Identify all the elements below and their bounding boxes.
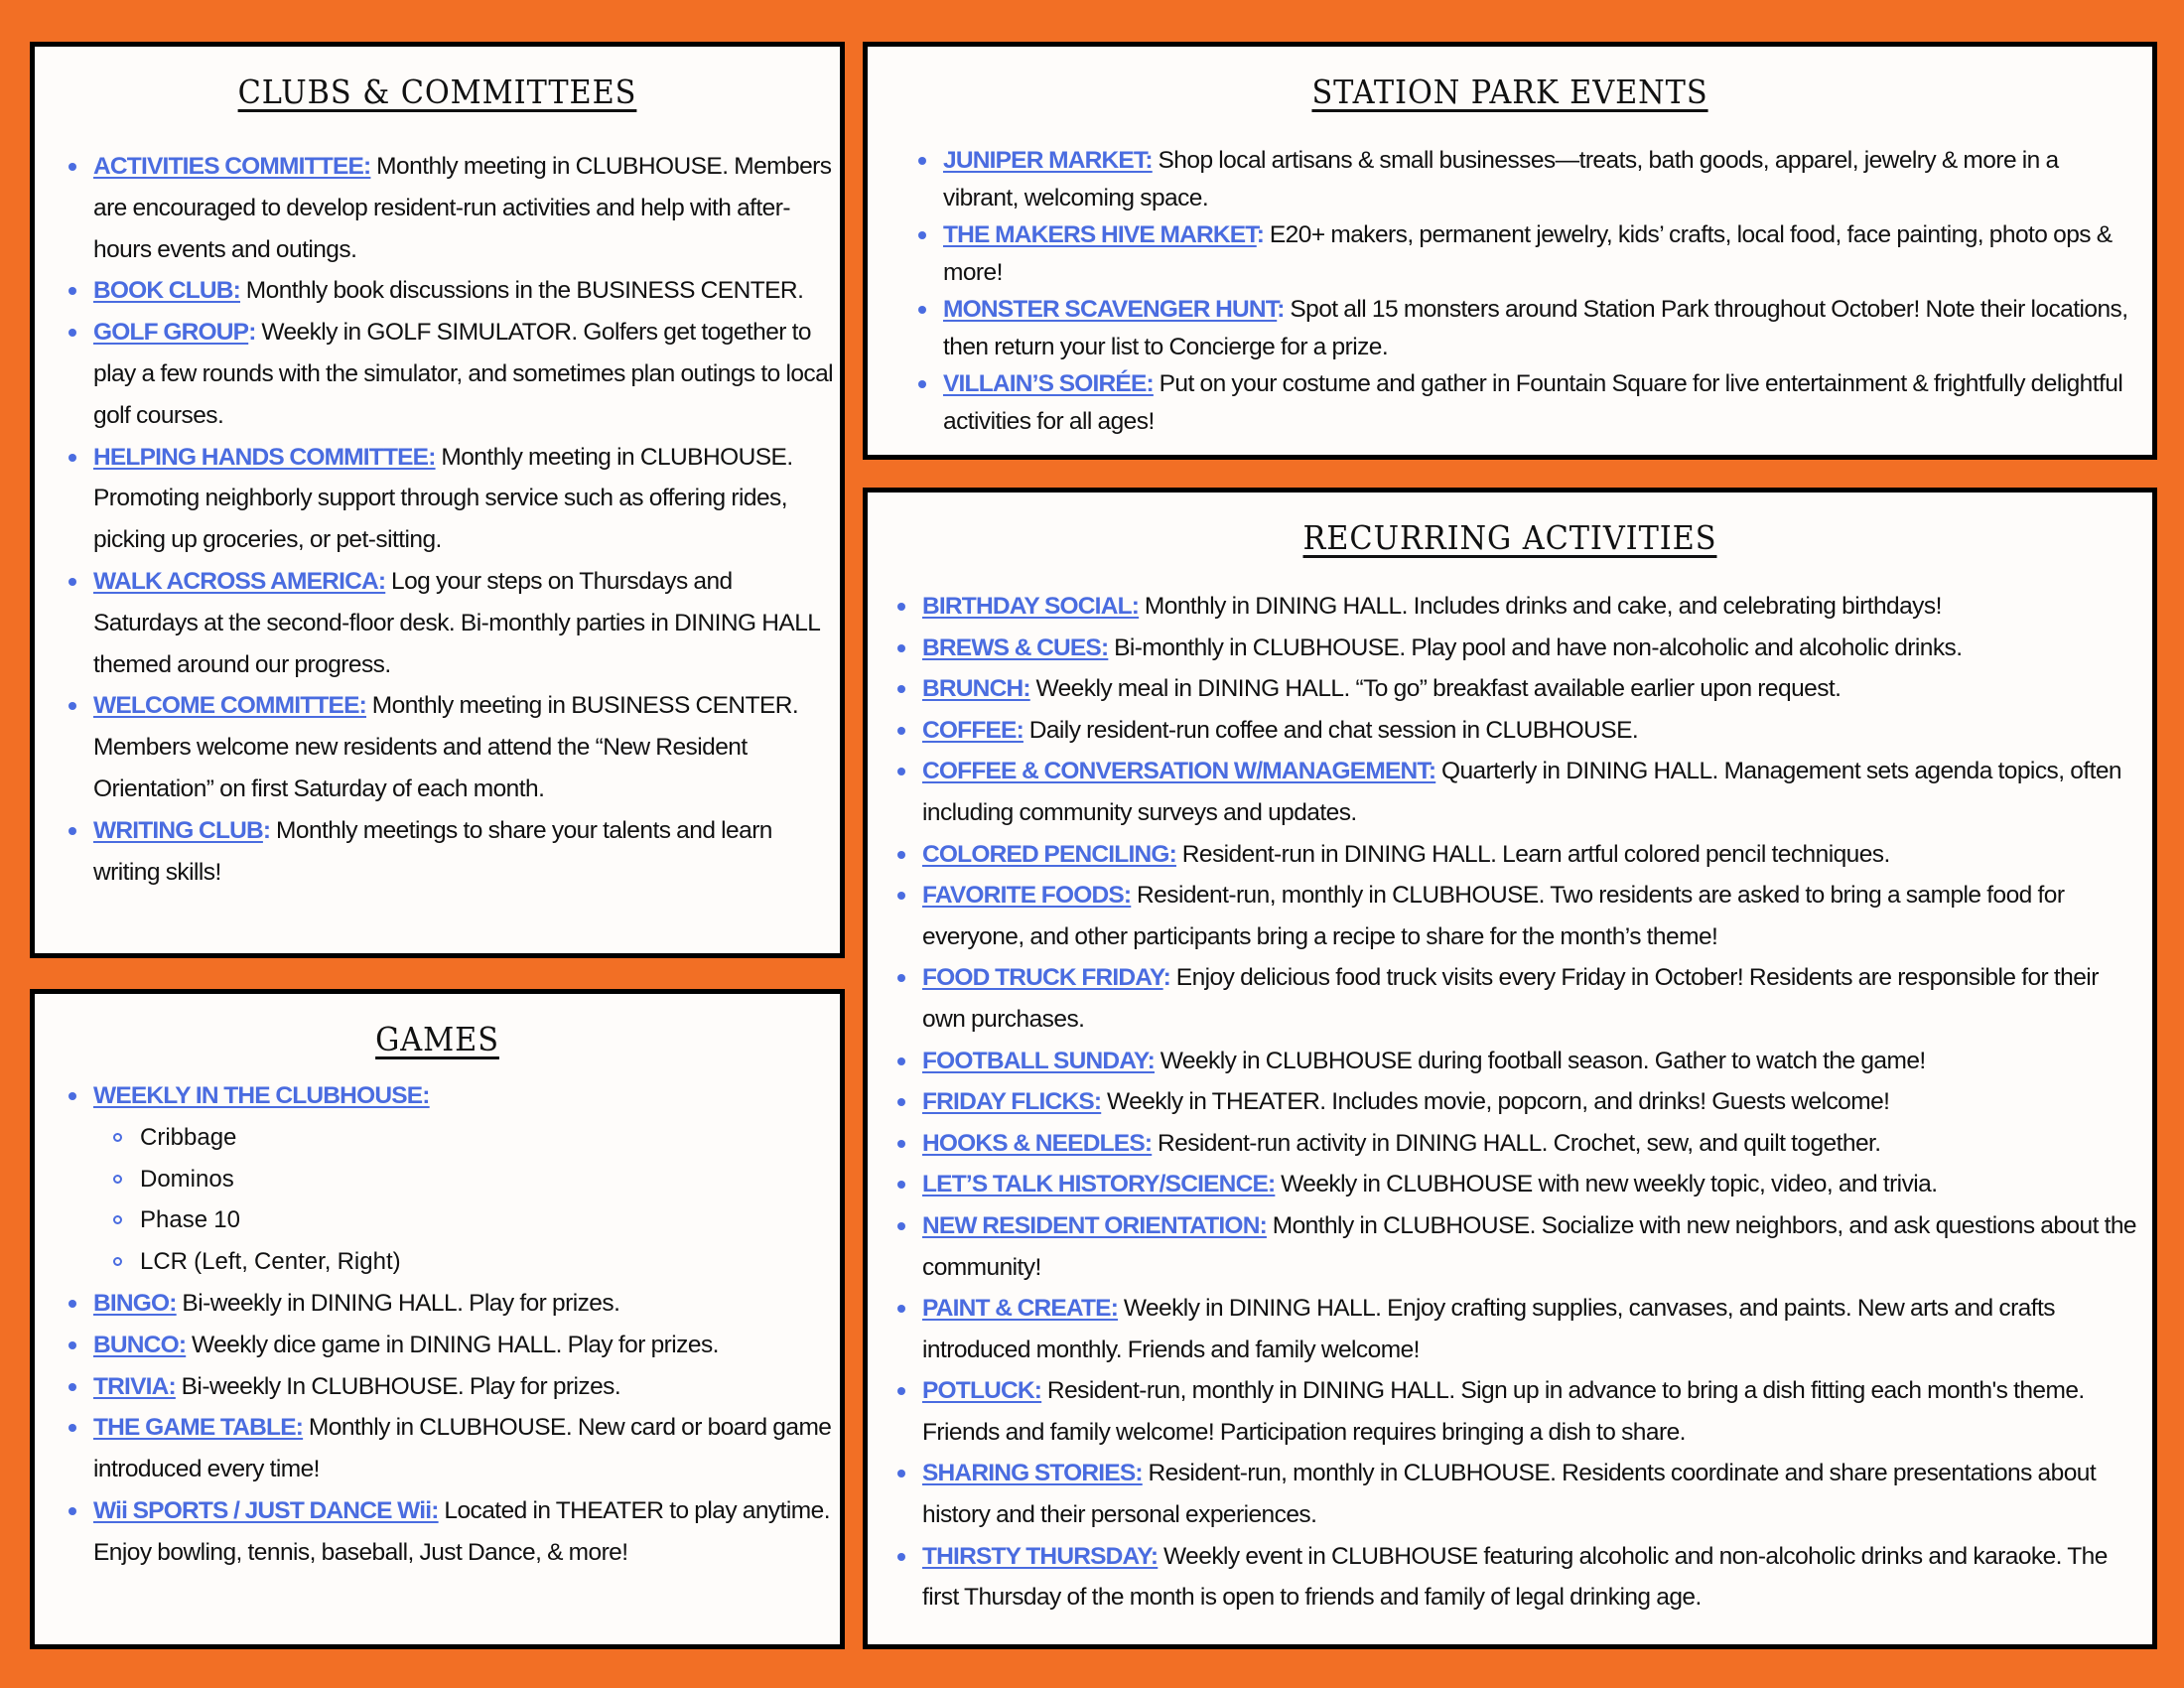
- item-description: Resident-run, monthly in CLUBHOUSE. Two residents are asked to bring a sample food for everyone, and other participants bring a recipe to share for the month’s theme!: [922, 882, 2065, 950]
- list-item: [922, 1536, 2143, 1618]
- item-link[interactable]: BIRTHDAY SOCIAL:: [922, 593, 1140, 620]
- list-item-weekly-clubhouse: [93, 1075, 838, 1283]
- list-item: [943, 216, 2134, 291]
- item-link-colon: :: [248, 319, 256, 347]
- list-item: [93, 1325, 838, 1366]
- recurring-list: [922, 586, 2143, 1618]
- item-link-colon: :: [1277, 296, 1285, 323]
- item-link[interactable]: WEEKLY IN THE CLUBHOUSE:: [93, 1082, 430, 1109]
- item-link-colon: :: [262, 816, 271, 844]
- list-item: [922, 1041, 2143, 1082]
- list-item: [922, 834, 2143, 876]
- item-link[interactable]: BOOK CLUB:: [93, 277, 241, 305]
- item-description: Put on your costume and gather in Fountain Square for live entertainment & frightfully delightful activities for all ages!: [943, 370, 2123, 435]
- station-events-list: [943, 142, 2134, 440]
- item-description: Monthly meeting in CLUBHOUSE. Members are encouraged to develop resident-run activities and help with after-hours events and outings.: [93, 153, 832, 263]
- item-link[interactable]: COFFEE & CONVERSATION W/MANAGEMENT:: [922, 758, 1436, 785]
- clubs-committees-title: [67, 72, 807, 111]
- item-link[interactable]: BRUNCH:: [922, 675, 1030, 703]
- item-link[interactable]: LET’S TALK HISTORY/SCIENCE:: [922, 1171, 1276, 1198]
- item-link[interactable]: COLORED PENCILING:: [922, 840, 1176, 868]
- item-description: Shop local artisans & small businesses—treats, bath goods, apparel, jewelry & more in a vibrant, welcoming space.: [943, 147, 2059, 211]
- item-link[interactable]: TRIVIA:: [93, 1372, 176, 1400]
- list-item: [922, 957, 2143, 1040]
- sub-item: Phase 10: [140, 1199, 838, 1241]
- item-link[interactable]: BINGO:: [93, 1289, 177, 1317]
- list-item: [922, 1123, 2143, 1165]
- item-description: Resident-run, monthly in DINING HALL. Sign up in advance to bring a dish fitting each month's theme. Friends and family welcome! Participation requires bringing a dish to share.: [922, 1377, 2085, 1446]
- list-item: [943, 291, 2134, 365]
- item-description: Weekly event in CLUBHOUSE featuring alcoholic and non-alcoholic drinks and karaoke. The first Thursday of the month is open to friends and family of legal drinking age.: [922, 1542, 2108, 1612]
- list-item: [922, 1205, 2143, 1288]
- list-item: [922, 710, 2143, 752]
- item-link[interactable]: ACTIVITIES COMMITTEE:: [93, 153, 371, 180]
- list-item: [922, 1081, 2143, 1123]
- list-item: [93, 437, 838, 561]
- item-link[interactable]: THIRSTY THURSDAY:: [922, 1542, 1159, 1570]
- games-title-text: GAMES: [375, 1020, 499, 1058]
- weekly-games-sublist: [93, 1117, 838, 1283]
- item-description: Log your steps on Thursdays and Saturdays at the second-floor desk. Bi-monthly parties in DINING HALL themed around our progress.: [93, 567, 820, 678]
- list-item: [922, 586, 2143, 628]
- games-title: [67, 1020, 807, 1058]
- item-link[interactable]: THE MAKERS HIVE MARKET: [943, 221, 1257, 248]
- clubs-committees-title-text: CLUBS & COMMITTEES: [237, 72, 637, 111]
- item-link[interactable]: FRIDAY FLICKS:: [922, 1088, 1102, 1116]
- item-link[interactable]: WALK ACROSS AMERICA:: [93, 567, 386, 595]
- item-description: Monthly meeting in CLUBHOUSE. Promoting neighborly support through service such as offering rides, picking up groceries, or pet-sitting.: [93, 443, 793, 554]
- list-item: [93, 146, 838, 270]
- sub-item: Cribbage: [140, 1117, 838, 1159]
- item-description: E20+ makers, permanent jewelry, kids’ crafts, local food, face painting, photo ops & more!: [943, 221, 2113, 286]
- item-description: Monthly in DINING HALL. Includes drinks and cake, and celebrating birthdays!: [1139, 593, 1942, 620]
- item-description: Monthly book discussions in the BUSINESS CENTER.: [240, 277, 804, 305]
- item-link-colon: :: [1162, 964, 1171, 992]
- games-panel: [30, 989, 845, 1649]
- item-link[interactable]: JUNIPER MARKET:: [943, 147, 1153, 174]
- station-park-events-title: [919, 72, 2101, 111]
- item-description: Enjoy delicious food truck visits every Friday in October! Residents are responsible for their own purchases.: [922, 964, 2099, 1033]
- list-item: [93, 1490, 838, 1574]
- item-link[interactable]: COFFEE:: [922, 716, 1024, 744]
- sub-item: Dominos: [140, 1159, 838, 1200]
- item-link[interactable]: FOOD TRUCK FRIDAY: [922, 964, 1163, 992]
- item-description: Monthly meetings to share your talents and learn writing skills!: [93, 816, 772, 886]
- item-description: Weekly in CLUBHOUSE with new weekly topic, video, and trivia.: [1275, 1171, 1938, 1198]
- item-description: Weekly in GOLF SIMULATOR. Golfers get together to play a few rounds with the simulator, and sometimes plan outings to local golf courses.: [93, 319, 834, 429]
- list-item: [943, 365, 2134, 440]
- list-item: [922, 628, 2143, 669]
- item-link[interactable]: WRITING CLUB: [93, 816, 263, 844]
- item-link[interactable]: BREWS & CUES:: [922, 633, 1109, 661]
- list-item: [93, 1366, 838, 1408]
- list-item: [922, 751, 2143, 833]
- item-description: Monthly meeting in BUSINESS CENTER. Members welcome new residents and attend the “New Resident Orientation” on first Saturday of each month.: [93, 692, 799, 802]
- list-item: [922, 668, 2143, 710]
- list-item: [922, 1288, 2143, 1370]
- item-link[interactable]: WELCOME COMMITTEE:: [93, 692, 366, 720]
- item-description: Resident-run activity in DINING HALL. Crochet, sew, and quilt together.: [1152, 1129, 1881, 1157]
- games-list: [93, 1075, 838, 1574]
- item-link[interactable]: MONSTER SCAVENGER HUNT: [943, 296, 1278, 323]
- item-link[interactable]: VILLAIN’S SOIRÉE:: [943, 370, 1154, 397]
- list-item: [922, 1453, 2143, 1535]
- list-item: [93, 685, 838, 809]
- item-description: Monthly in CLUBHOUSE. Socialize with new neighbors, and ask questions about the community!: [922, 1211, 2137, 1281]
- list-item: [93, 270, 838, 312]
- clubs-list: [93, 146, 838, 893]
- item-description: Quarterly in DINING HALL. Management sets agenda topics, often including community surveys and updates.: [922, 758, 2121, 826]
- list-item: [93, 1283, 838, 1325]
- list-item: [943, 142, 2134, 216]
- item-link[interactable]: NEW RESIDENT ORIENTATION:: [922, 1211, 1267, 1239]
- item-description: Weekly meal in DINING HALL. “To go” breakfast available earlier upon request.: [1029, 675, 1842, 703]
- recurring-activities-title-text: RECURRING ACTIVITIES: [1302, 518, 1717, 557]
- item-description: Resident-run in DINING HALL. Learn artful colored pencil techniques.: [1175, 840, 1890, 868]
- item-description: Located in THEATER to play anytime. Enjoy bowling, tennis, baseball, Just Dance, & more!: [93, 1496, 830, 1566]
- list-item: [922, 875, 2143, 957]
- item-description: Monthly in CLUBHOUSE. New card or board game introduced every time!: [93, 1414, 832, 1483]
- item-description: Weekly in THEATER. Includes movie, popcorn, and drinks! Guests welcome!: [1101, 1088, 1890, 1116]
- item-link[interactable]: HELPING HANDS COMMITTEE:: [93, 443, 436, 471]
- item-link[interactable]: BUNCO:: [93, 1331, 187, 1358]
- list-item: [922, 1164, 2143, 1205]
- item-link[interactable]: PAINT & CREATE:: [922, 1295, 1119, 1323]
- item-description: Bi-weekly in DINING HALL. Play for prizes.: [176, 1289, 620, 1317]
- clubs-committees-panel: [30, 42, 845, 958]
- item-link[interactable]: HOOKS & NEEDLES:: [922, 1129, 1153, 1157]
- item-link[interactable]: Wii SPORTS / JUST DANCE Wii:: [93, 1496, 439, 1524]
- item-description: Daily resident-run coffee and chat session in CLUBHOUSE.: [1023, 716, 1639, 744]
- list-item: [922, 1370, 2143, 1453]
- item-link[interactable]: FOOTBALL SUNDAY:: [922, 1047, 1155, 1074]
- item-link[interactable]: POTLUCK:: [922, 1377, 1042, 1405]
- item-description: Spot all 15 monsters around Station Park throughout October! Note their locations, then return your list to Concierge for a prize.: [943, 296, 2128, 360]
- item-link[interactable]: GOLF GROUP: [93, 319, 249, 347]
- item-description: Bi-weekly In CLUBHOUSE. Play for prizes.: [175, 1372, 621, 1400]
- station-park-events-panel: [863, 42, 2157, 460]
- item-link-colon: :: [1256, 221, 1265, 248]
- list-item: [93, 1407, 838, 1490]
- list-item: [93, 810, 838, 894]
- sub-item: LCR (Left, Center, Right): [140, 1241, 838, 1283]
- item-description: Weekly dice game in DINING HALL. Play for prizes.: [186, 1331, 719, 1358]
- item-description: Weekly in CLUBHOUSE during football season. Gather to watch the game!: [1154, 1047, 1926, 1074]
- item-link[interactable]: SHARING STORIES:: [922, 1460, 1143, 1487]
- item-link[interactable]: THE GAME TABLE:: [93, 1414, 304, 1442]
- list-item: [93, 561, 838, 685]
- recurring-activities-title: [919, 518, 2101, 557]
- item-description: Bi-monthly in CLUBHOUSE. Play pool and have non-alcoholic and alcoholic drinks.: [1108, 633, 1963, 661]
- station-park-events-title-text: STATION PARK EVENTS: [1311, 72, 1708, 111]
- item-description: Resident-run, monthly in CLUBHOUSE. Residents coordinate and share presentations about history and their personal experiences.: [922, 1460, 2097, 1529]
- item-link[interactable]: FAVORITE FOODS:: [922, 882, 1132, 910]
- item-description: Weekly in DINING HALL. Enjoy crafting supplies, canvases, and paints. New arts and crafts introduced monthly. Friends and family welcome!: [922, 1295, 2055, 1363]
- recurring-activities-panel: [863, 488, 2157, 1649]
- list-item: [93, 312, 838, 436]
